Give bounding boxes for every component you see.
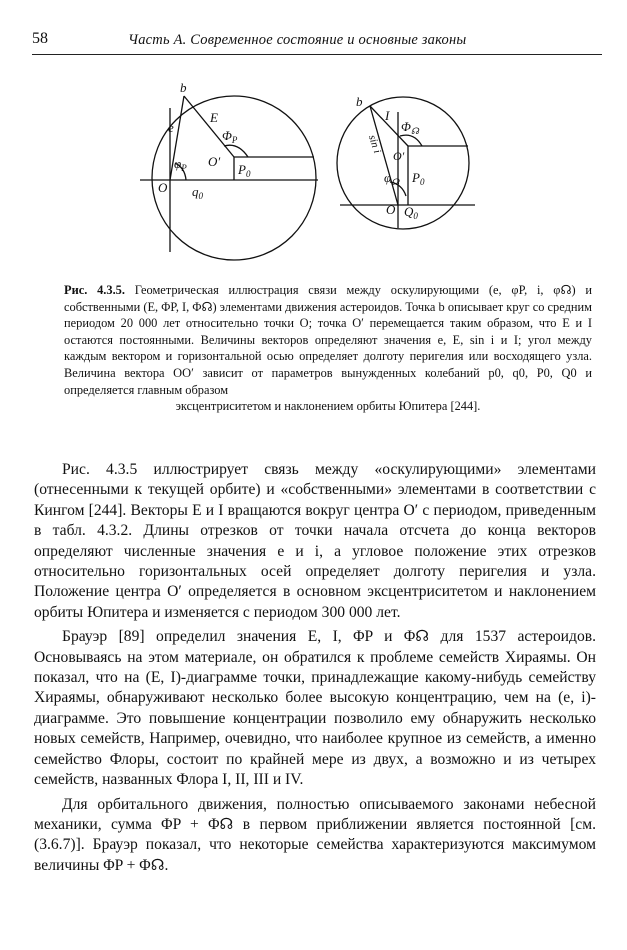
paragraph-3: Для орбитального движения, полностью описываемого законами небесной механики, сумма ΦP + Φ☊ в первом приближении является постоянной [см. (3.6.7)]. Брауэр показал, что некоторые семейства характеризуются максимумом величины ΦP + Φ☊.: [34, 795, 596, 874]
left-label-O-prime: O′: [208, 154, 221, 169]
right-label-sin-i: sin i: [365, 133, 384, 155]
right-label-phi-node: $\varphi_☊$: [384, 170, 400, 187]
figure-4-3-5: [130, 70, 570, 270]
left-label-O: O: [158, 180, 168, 195]
right-labels: [356, 94, 425, 221]
figure-diagram: [130, 70, 570, 270]
caption-label: Рис. 4.3.5.: [64, 283, 125, 297]
right-circle: [337, 97, 469, 229]
right-label-Q0: $Q_0$: [404, 204, 418, 221]
caption-text: Геометрическая иллюстрация связи между оскулирующими (e, φP, i, φ☊) и собственными (E, ΦP, I, Φ☊) элементами движения астероидов. Точка b описывает круг со средним периодом 20 000 лет относительно точки O; точка O′ перемещается таким образом, что E и I остаются постоянными. Величины векторов определяют значения e, E, sin i и I; угол между каждым вектором и горизонтальной осью определяет долготу перигелия или восходящего узла. Величина вектора OO′ зависит от параметров вынужденных колебаний p0, q0, P0, Q0 и определяется главным образом: [64, 283, 592, 397]
left-angle-arc-Phi: [224, 145, 248, 157]
left-label-b: b: [180, 80, 187, 95]
page-header: [32, 28, 602, 55]
left-label-E: E: [210, 110, 218, 125]
left-label-Phi: $\Phi_P$: [222, 128, 238, 145]
paragraph-2: Брауэр [89] определил значения E, I, ΦP и Φ☊ для 1537 астероидов. Основываясь на этом материале, он обратился к проблеме семейств Хираямы. Он показал, что на (E, I)-диаграмме точки, принадлежащие какому-нибудь семейству Хираямы, обнаруживают несколько более высокую концентрацию, чем на (e, i)-диаграмме. Это повышение концентрации позволило ему обнаружить несколько новых семейств, Например, очевидно, что наиболее крупное из семейств, а именно семейство Флоры, состоит по крайней мере из двух, а возможно и из четырех семейств, названных Флора I, II, III и IV.: [34, 628, 596, 789]
body-text: [34, 460, 596, 880]
left-labels: [158, 80, 251, 201]
left-vector-E: [184, 96, 234, 157]
left-diagram: [140, 96, 318, 260]
page-number: 58: [32, 30, 48, 47]
left-label-q0: $q_0$: [192, 184, 203, 201]
caption-last-line: эксцентриситетом и наклонением орбиты Юпитера [244].: [175, 399, 481, 414]
left-label-phi: $\varphi_P$: [174, 156, 187, 173]
right-label-b: b: [356, 94, 363, 109]
right-label-Phi-node: $\Phi_☊$: [401, 119, 419, 136]
figure-caption: [64, 282, 592, 415]
paragraph-1: Рис. 4.3.5 иллюстрирует связь между «оскулирующими» элементами (отнесенными к текущей орбите) и «собственными» элементами в соответствии с Кингом [244]. Векторы E и I вращаются вокруг центра O′ с периодом, приведенным в табл. 4.3.2. Длины отрезков от точки начала отсчета до конца векторов определяют численные значения e и i, а угловое положение этих отрезков относительно горизонтальных осей определяет долготу перигелия и узла. Положение центра O′ определяется в основном эксцентриситетом и наклонением орбиты Юпитера и изменяется с периодом 300 000 лет.: [34, 461, 596, 621]
left-label-P0: $P_0$: [238, 162, 251, 179]
running-title: Часть А. Современное состояние и основные законы: [128, 32, 467, 48]
right-label-O-prime: O′: [393, 149, 405, 163]
right-label-O: O: [386, 202, 396, 217]
right-label-I: I: [385, 108, 390, 123]
right-label-P0: $P_0$: [412, 170, 425, 187]
left-label-e: e: [168, 120, 174, 135]
caption-main: [64, 282, 592, 398]
